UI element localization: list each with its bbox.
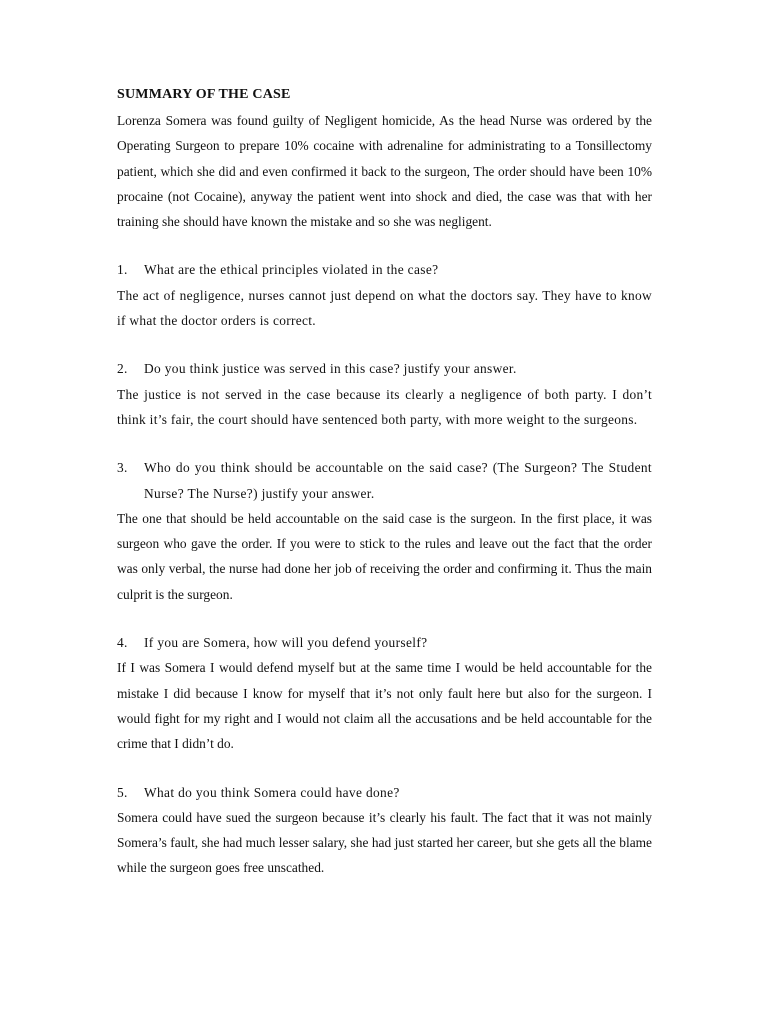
question-1: [117, 257, 652, 282]
question-text: What are the ethical principles violated in the case?: [144, 262, 439, 278]
question-block-3: [117, 455, 652, 607]
answer-4: If I was Somera I would defend myself but at the same time I would be held accountable for the mistake I did because I know for myself that it’s not only fault here but also for the surgeon. I would fight for my right and I would not claim all the accusations and be held accountable for the crime that I didn’t do.: [117, 660, 652, 752]
question-number: 1.: [117, 262, 128, 278]
answer-1: The act of negligence, nurses cannot just depend on what the doctors say. They have to know if what the doctor orders is correct.: [117, 287, 652, 329]
answer-2: The justice is not served in the case because its clearly a negligence of both party. I don’t think it’s fair, the court should have sentenced both party, with more weight to the surgeons.: [117, 386, 652, 427]
case-summary: Lorenza Somera was found guilty of Negligent homicide, As the head Nurse was ordered by the Operating Surgeon to prepare 10% cocaine with adrenaline for administrating to a Tonsillectomy patient, which she did and even confirmed it back to the surgeon, The order should have been 10% procaine (not Cocaine), anyway the patient went into shock and died, the case was that with her training she should have known the mistake and so she was negligent.: [117, 113, 652, 230]
question-text: Who do you think should be accountable on the said case? (The Surgeon? The Student Nurse? The Nurse?) justify your answer.: [144, 460, 652, 501]
question-number: 4.: [117, 635, 128, 651]
question-text: What do you think Somera could have done?: [144, 784, 400, 800]
question-2: [117, 356, 652, 381]
question-3: [117, 455, 652, 506]
question-block-4: [117, 630, 652, 756]
document-heading: SUMMARY OF THE CASE: [117, 87, 291, 102]
answer-3: The one that should be held accountable on the said case is the surgeon. In the first place, it was surgeon who gave the order. If you were to stick to the rules and leave out the fact that the order was only verbal, the nurse had done her job of receiving the order and confirming it. Thus the main culprit is the surgeon.: [117, 510, 652, 602]
question-block-2: [117, 356, 652, 432]
question-block-1: [117, 257, 652, 333]
question-4: [117, 630, 652, 655]
question-5: [117, 780, 652, 805]
question-block-5: [117, 780, 652, 881]
answer-5: Somera could have sued the surgeon because it’s clearly his fault. The fact that it was not mainly Somera’s fault, she had much lesser salary, she had just started her career, but she gets all the blame while the surgeon goes free unscathed.: [117, 809, 652, 876]
question-number: 2.: [117, 361, 128, 377]
question-text: Do you think justice was served in this case? justify your answer.: [144, 361, 517, 377]
document-page: [117, 85, 652, 881]
question-text: If you are Somera, how will you defend yourself?: [144, 635, 428, 651]
question-number: 3.: [117, 460, 128, 476]
question-number: 5.: [117, 784, 128, 800]
